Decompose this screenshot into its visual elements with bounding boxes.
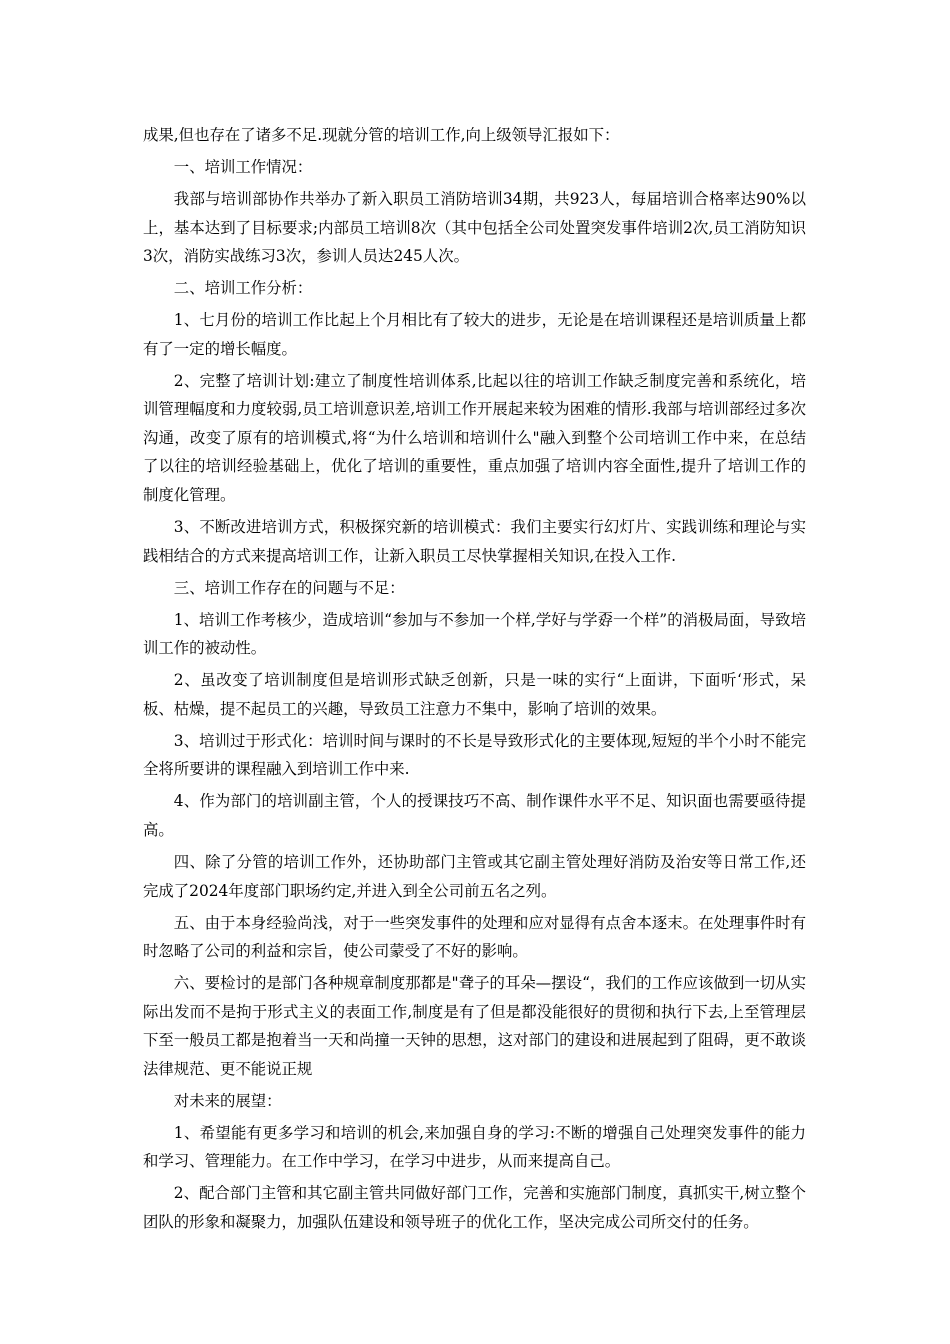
body-paragraph: 2、虽改变了培训制度但是培训形式缺乏创新，只是一味的实行“上面讲，下面听‘形式，呆板、枯燥，提不起员工的兴趣，导致员工注意力不集中，影响了培训的效果。 bbox=[143, 671, 806, 718]
intro-paragraph: 成果,但也存在了诸多不足.现就分管的培训工作,向上级领导汇报如下： bbox=[143, 126, 620, 144]
section-paragraph-four: 四、除了分管的培训工作外，还协助部门主管或其它副主管处理好消防及治安等日常工作,还完成了2024年度部门职场约定,并进入到全公司前五名之列。 bbox=[143, 852, 806, 900]
body-paragraph: 4、作为部门的培训副主管，个人的授课技巧不高、制作课件水平不足、知识面也需要亟待提高。 bbox=[143, 792, 806, 839]
body-paragraph: 1、培训工作考核少，造成培训“参加与不参加一个样,学好与学孬一个样”的消极局面，导致培训工作的被动性。 bbox=[143, 610, 806, 658]
body-paragraph: 1、希望能有更多学习和培训的机会,来加强自身的学习:不断的增强自己处理突发事件的能力和学习、管理能力。在工作中学习，在学习中进步，从而来提高自己。 bbox=[143, 1123, 806, 1171]
body-paragraph: 1、七月份的培训工作比起上个月相比有了较大的进步，无论是在培训课程还是培训质量上都有了一定的增长幅度。 bbox=[143, 311, 806, 358]
section-heading-training-analysis: 二、培训工作分析： bbox=[173, 279, 313, 298]
section-heading-training-status: 一、培训工作情况： bbox=[173, 157, 313, 176]
body-paragraph: 3、培训过于形式化：培训时间与课时的不长是导致形式化的主要体现,短短的半个小时不能完全将所要讲的课程融入到培训工作中来. bbox=[143, 731, 806, 779]
body-paragraph: 3、不断改进培训方式，积极探究新的培训模式：我们主要实行幻灯片、实践训练和理论与实践相结合的方式来提高培训工作，让新入职员工尽快掌握相关知识,在投入工作. bbox=[143, 518, 806, 565]
section-paragraph-five: 五、由于本身经验尚浅，对于一些突发事件的处理和应对显得有点舍本逐末。在处理事件时有时忽略了公司的利益和宗旨，使公司蒙受了不好的影响。 bbox=[143, 913, 806, 961]
body-paragraph: 2、完整了培训计划:建立了制度性培训体系,比起以往的培训工作缺乏制度完善和系统化，培训管理幅度和力度较弱,员工培训意识差,培训工作开展起来较为困难的情形.我部与培训部经过多次沟通，改变了原有的培训模式,将“为什么培训和培训什么"融入到整个公司培训工作中来，在总结了以往的培训经验基础上，优化了培训的重要性，重点加强了培训内容全面性,提升了培训工作的制度化管理。 bbox=[143, 371, 806, 505]
section-paragraph-six: 六、要检讨的是部门各种规章制度那都是"聋子的耳朵—摆设“，我们的工作应该做到一切从实际出发而不是拘于形式主义的表面工作,制度是有了但是都没能很好的贯彻和执行下去,上至管理层下至一般员工都是抱着当一天和尚撞一天钟的思想，这对部门的建设和进展起到了阻碍，更不敢谈法律规范、更不能说正规 bbox=[143, 974, 806, 1078]
section-heading-outlook: 对未来的展望： bbox=[173, 1091, 282, 1110]
body-paragraph: 2、配合部门主管和其它副主管共同做好部门工作，完善和实施部门制度，真抓实干,树立整个团队的形象和凝聚力，加强队伍建设和领导班子的优化工作，坚决完成公司所交付的任务。 bbox=[143, 1184, 806, 1232]
section-heading-problems: 三、培训工作存在的问题与不足： bbox=[173, 578, 405, 597]
body-paragraph: 我部与培训部协作共举办了新入职员工消防培训34期，共923人，每届培训合格率达90%以上，基本达到了目标要求;内部员工培训8次（其中包括全公司处置突发事件培训2次,员工消防知识3次，消防实战练习3次，参训人员达245人次。 bbox=[143, 189, 806, 266]
document-body bbox=[143, 121, 806, 1237]
